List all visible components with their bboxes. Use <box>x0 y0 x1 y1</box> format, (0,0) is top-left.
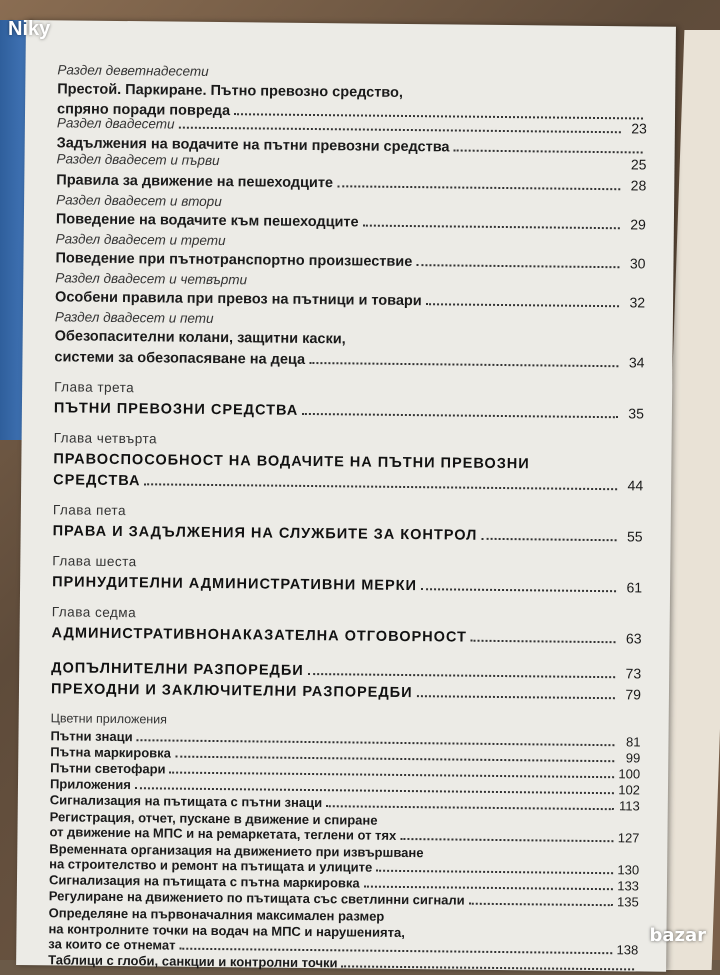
page-number: 35 <box>628 405 644 422</box>
page-number: 102 <box>618 782 641 798</box>
appendix-label: Цветни приложения <box>50 711 168 727</box>
page-number: 138 <box>616 942 639 958</box>
toc-entry: ПРЕХОДНИ И ЗАКЛЮЧИТЕЛНИ РАЗПОРЕДБИ 79 <box>50 681 642 703</box>
toc-entry: ПРАВА И ЗАДЪЛЖЕНИЯ НА СЛУЖБИТЕ ЗА КОНТРОЛ 55 <box>52 523 643 545</box>
toc-entry: Поведение при пътнотранспортно произшествие 30 <box>55 250 646 272</box>
chapter-title: ПРАВОСПОСОБНОСТ НА ВОДАЧИТЕ НА ПЪТНИ ПРЕВОЗНИ <box>53 451 530 473</box>
toc-entry: Задължения на водачите на пътни превозни средства <box>57 135 647 162</box>
toc-entry: Правила за движение на пешеходците 28 <box>56 172 647 194</box>
chapter-label: Глава шеста <box>52 553 137 570</box>
section-label: Раздел двадесети <box>56 115 175 132</box>
section-label: Раздел двадесет и трети <box>55 231 226 249</box>
toc-entry: Пътни знаци 81 <box>50 728 641 750</box>
page-number: 34 <box>628 354 645 371</box>
bazar-logo: bazar <box>649 925 706 946</box>
chapter-label: Глава трета <box>54 379 135 396</box>
section-label: Раздел двадесет и четвърти <box>55 270 248 288</box>
page-number: 29 <box>630 216 646 233</box>
chapter-label: Глава седма <box>51 604 137 621</box>
section-title: Обезопасителни колани, защитни каски, <box>54 328 346 348</box>
toc-entry: ПЪТНИ ПРЕВОЗНИ СРЕДСТВА 35 <box>53 400 644 422</box>
section-label: Раздел деветнадесети <box>57 62 209 79</box>
toc-entry: Пътна маркировка 99 <box>50 744 641 766</box>
table-of-contents <box>48 62 647 974</box>
toc-entry: АДМИНИСТРАТИВНОНАКАЗАТЕЛНА ОТГОВОРНОСТ 63 <box>51 625 642 647</box>
book-page <box>16 20 676 972</box>
page-number: 100 <box>618 766 641 782</box>
toc-entry: от движение на МПС и на ремаркетата, теглени от тях 127 <box>49 824 640 846</box>
page-number: 28 <box>630 177 647 194</box>
toc-entry: на строителство и ремонт на пътищата и улиците 130 <box>49 856 640 878</box>
page-number: 113 <box>618 798 640 814</box>
toc-entry: Таблици с глоби, санкции и контролни точки <box>48 952 638 974</box>
entry-title: Определяне на първоначалния максимален размер <box>48 905 385 924</box>
toc-entry: ПРИНУДИТЕЛНИ АДМИНИСТРАТИВНИ МЕРКИ 61 <box>52 574 643 596</box>
toc-entry: за които се отнемат 138 <box>48 936 639 958</box>
chapter-label: Глава пета <box>52 502 127 519</box>
toc-entry: Пътни светофари 100 <box>50 760 641 782</box>
toc-entry: ДОПЪЛНИТЕЛНИ РАЗПОРЕДБИ 73 <box>51 660 642 682</box>
section-title: Престой. Паркиране. Пътно превозно средство, <box>57 81 404 101</box>
page-number: 23 <box>631 120 647 137</box>
page-number: 30 <box>629 255 646 272</box>
toc-entry: СРЕДСТВА 44 <box>53 472 644 494</box>
section-label: Раздел двадесет и първи <box>56 151 220 169</box>
page-number: 55 <box>626 528 643 545</box>
page-number: 135 <box>617 894 639 910</box>
toc-entry: Приложения 102 <box>49 776 641 798</box>
page-number: 25 <box>630 156 647 173</box>
page-number: 73 <box>625 665 642 682</box>
page-number: 79 <box>625 686 642 703</box>
toc-entry: спряно поради повреда <box>57 101 647 128</box>
toc-entry: Регулиране на движението по пътищата със светлинни сигнали 135 <box>48 888 639 910</box>
page-number: 32 <box>629 294 646 311</box>
entry-title: Регистрация, отчет, пускане в движение и спиране <box>49 809 378 828</box>
watermark: Niky <box>8 18 51 40</box>
page-number: 44 <box>627 477 644 494</box>
page-number: 61 <box>626 579 643 596</box>
page-number: 99 <box>625 750 641 766</box>
chapter-label: Глава четвърта <box>53 430 158 447</box>
entry-title: на контролните точки на водач на МПС и нарушенията, <box>48 921 405 941</box>
toc-entry: Сигнализация на пътищата с пътни знаци 113 <box>49 792 640 814</box>
page-number: 81 <box>625 734 641 750</box>
page-number: 63 <box>625 630 642 647</box>
section-label: Раздел двадесет и пети <box>54 309 214 326</box>
section-label: Раздел двадесет и втори <box>56 192 222 210</box>
page-number: 133 <box>617 878 640 894</box>
toc-entry: Поведение на водачите към пешеходците 29 <box>55 211 646 233</box>
page-number: 130 <box>617 862 640 878</box>
toc-entry: Сигнализация на пътищата с пътна маркировка 133 <box>48 872 640 894</box>
page-number: 127 <box>617 830 640 846</box>
toc-entry: системи за обезопасяване на деца 34 <box>54 349 645 371</box>
entry-title: Временната организация на движението при извършване <box>49 841 424 861</box>
toc-entry: Особени правила при превоз на пътници и товари 32 <box>55 289 646 311</box>
